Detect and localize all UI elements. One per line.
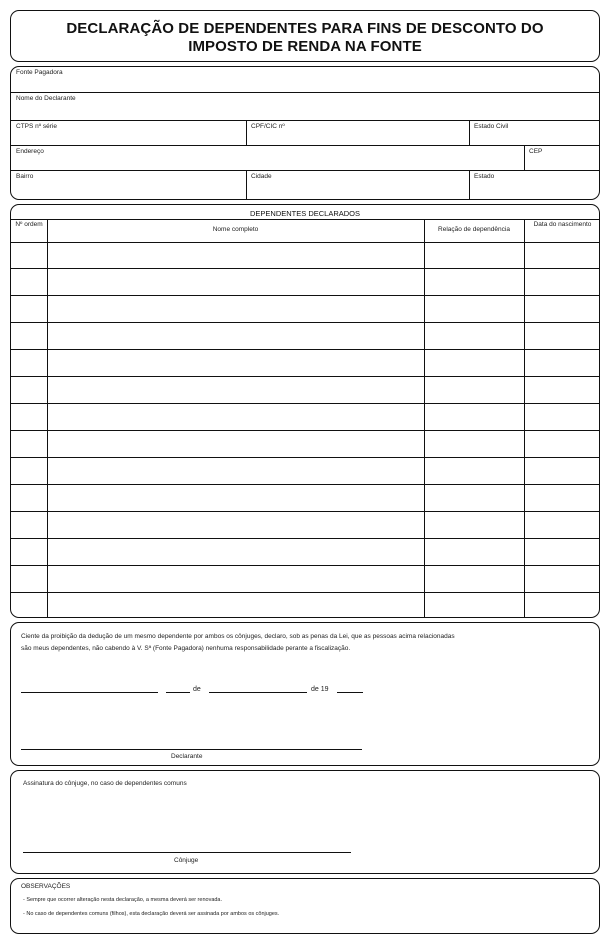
observations-section	[10, 878, 600, 934]
column-header-ordem: Nº ordem	[15, 221, 43, 228]
form-title-line-2: IMPOSTO DE RENDA NA FONTE	[188, 38, 422, 55]
dependents-table	[10, 204, 600, 618]
year-line[interactable]	[337, 692, 363, 693]
table-row[interactable]	[11, 377, 599, 404]
table-row[interactable]	[11, 593, 599, 618]
endereco-label: Endereço	[16, 148, 44, 155]
form-title-line-1: DECLARAÇÃO DE DEPENDENTES PARA FINS DE DESCONTO DO	[66, 20, 544, 37]
divider	[469, 170, 470, 199]
day-line[interactable]	[166, 692, 190, 693]
table-row[interactable]	[11, 269, 599, 296]
declaration-section	[10, 622, 600, 766]
table-row[interactable]	[11, 431, 599, 458]
date-year-label: de 19	[311, 686, 329, 693]
declaration-text-line-1: Ciente da proibição da dedução de um mesmo dependente por ambos os cônjuges, declaro, sob as penas da Lei, que as pessoas acima relacionadas	[21, 633, 455, 640]
declaration-text-line-2: são meus dependentes, não cabendo à V. Sª (Fonte Pagadora) nenhuma responsabilidade perante a fiscalização.	[21, 645, 351, 652]
bairro-label: Bairro	[16, 173, 34, 180]
dependents-title: DEPENDENTES DECLARADOS	[249, 209, 361, 218]
cep-label: CEP	[529, 148, 543, 155]
cpf-label: CPF/CIC nº	[251, 123, 285, 130]
conjuge-label: Cônjuge	[174, 857, 199, 864]
divider	[246, 170, 247, 199]
divider	[11, 219, 599, 220]
fonte-pagadora-label: Fonte Pagadora	[16, 69, 63, 76]
divider	[469, 120, 470, 145]
divider	[11, 120, 599, 121]
spouse-section	[10, 770, 600, 874]
table-row[interactable]	[11, 566, 599, 593]
table-row[interactable]	[11, 323, 599, 350]
observations-title: OBSERVAÇÕES	[21, 883, 71, 890]
divider	[11, 170, 599, 171]
date-de-label: de	[193, 686, 201, 693]
month-line[interactable]	[209, 692, 307, 693]
form-title-box	[10, 10, 600, 62]
table-row[interactable]	[11, 404, 599, 431]
table-row[interactable]	[11, 485, 599, 512]
observation-item-1: - Sempre que ocorrer alteração nesta declaração, a mesma deverá ser renovada.	[23, 897, 223, 903]
estado-label: Estado	[474, 173, 495, 180]
table-row[interactable]	[11, 242, 599, 269]
nome-declarante-label: Nome do Declarante	[16, 95, 76, 102]
divider	[246, 120, 247, 145]
place-line[interactable]	[21, 692, 158, 693]
ctps-label: CTPS nº série	[16, 123, 58, 130]
observation-item-2: - No caso de dependentes comuns (filhos), esta declaração deverá ser assinada por ambos os cônjuges.	[23, 911, 280, 917]
column-header-nascimento: Data do nascimento	[533, 221, 592, 228]
declarante-label: Declarante	[171, 753, 203, 760]
cidade-label: Cidade	[251, 173, 272, 180]
spouse-label: Assinatura do cônjuge, no caso de dependentes comuns	[23, 780, 187, 787]
table-row[interactable]	[11, 458, 599, 485]
estado-civil-label: Estado Civil	[474, 123, 509, 130]
table-row[interactable]	[11, 350, 599, 377]
divider	[524, 145, 525, 170]
declarante-signature-line[interactable]	[21, 749, 362, 750]
table-row[interactable]	[11, 512, 599, 539]
table-row[interactable]	[11, 296, 599, 323]
column-header-relacao: Relação de dependência	[438, 226, 510, 233]
spouse-signature-line[interactable]	[23, 852, 351, 853]
table-row[interactable]	[11, 539, 599, 566]
divider	[11, 145, 599, 146]
identification-section	[10, 66, 600, 200]
column-header-nome: Nome completo	[212, 226, 259, 233]
divider	[11, 92, 599, 93]
